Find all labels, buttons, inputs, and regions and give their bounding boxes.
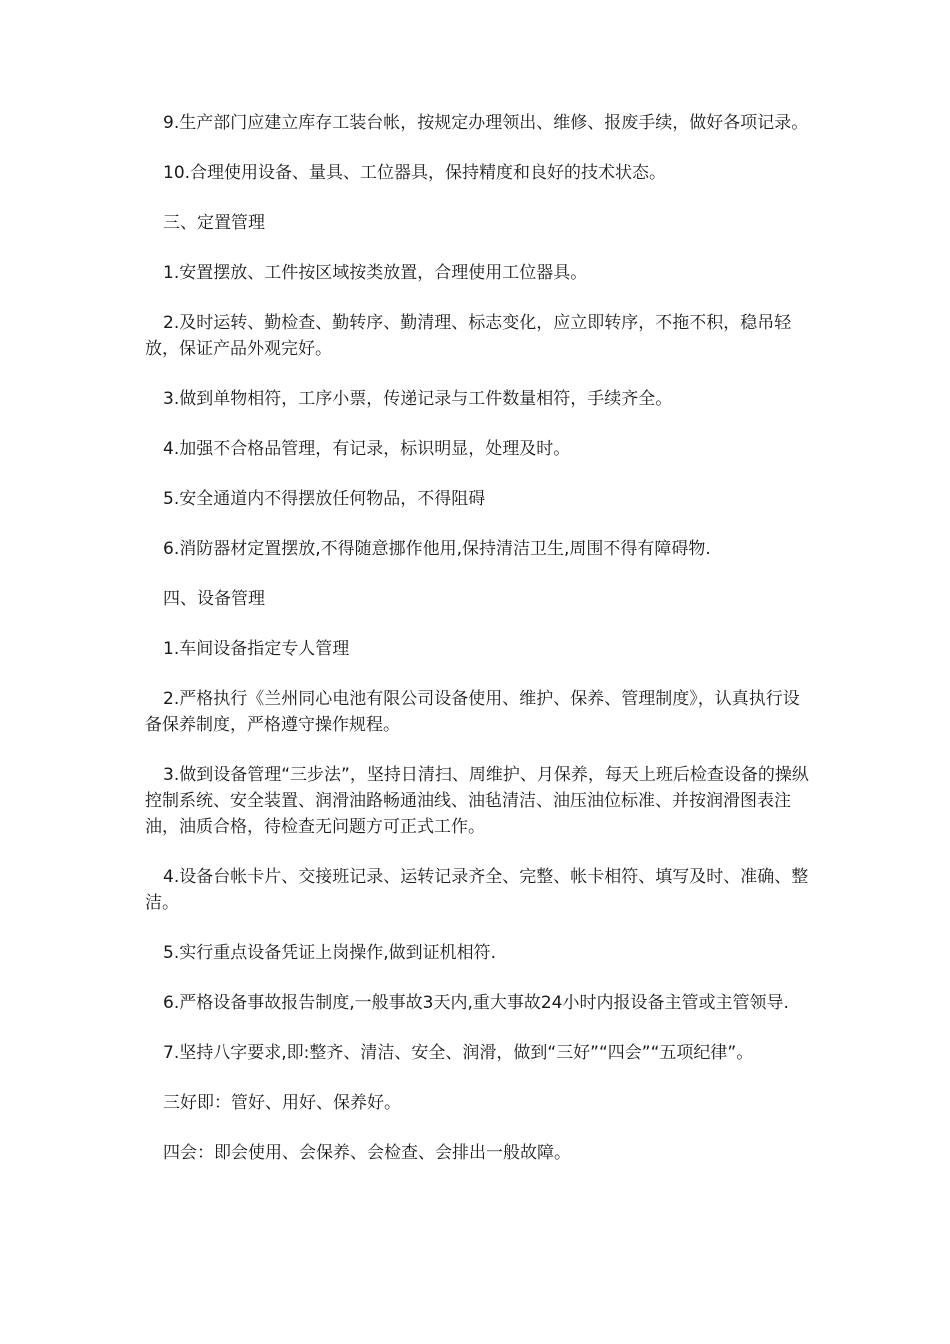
paragraph-four-skills: 四会：即会使用、会保养、会检查、会排出一般故障。 <box>163 1143 571 1163</box>
paragraph-placement-1: 1.安置摆放、工件按区域按类放置，合理使用工位器具。 <box>163 263 588 283</box>
paragraph-item-10: 10.合理使用设备、量具、工位器具，保持精度和良好的技术状态。 <box>163 163 667 183</box>
paragraph-placement-2: 2.及时运转、勤检查、勤转序、勤清理、标志变化，应立即转序，不拖不积，稳吊轻放，保证产品外观完好。 <box>145 313 792 359</box>
section-heading-placement: 三、定置管理 <box>163 213 265 233</box>
paragraph-equipment-3: 3.做到设备管理“三步法”，坚持日清扫、周维护、月保养，每天上班后检查设备的操纵控制系统、安全装置、润滑油路畅通油线、油毡清洁、油压油位标准、并按润滑图表注油，油质合格，待检查无问题方可正式工作。 <box>145 765 809 837</box>
paragraph-equipment-1: 1.车间设备指定专人管理 <box>163 639 350 659</box>
paragraph-item-9: 9.生产部门应建立库存工装台帐，按规定办理领出、维修、报废手续，做好各项记录。 <box>163 113 809 133</box>
paragraph-placement-3: 3.做到单物相符，工序小票，传递记录与工件数量相符，手续齐全。 <box>163 389 673 409</box>
section-heading-equipment: 四、设备管理 <box>163 589 265 609</box>
paragraph-equipment-4: 4.设备台帐卡片、交接班记录、运转记录齐全、完整、帐卡相符、填写及时、准确、整洁。 <box>145 867 809 913</box>
paragraph-placement-6: 6.消防器材定置摆放,不得随意挪作他用,保持清洁卫生,周围不得有障碍物. <box>163 539 711 559</box>
paragraph-three-goods: 三好即：管好、用好、保养好。 <box>163 1093 401 1113</box>
paragraph-equipment-7: 7.坚持八字要求,即:整齐、清洁、安全、润滑，做到“三好”“四会”“五项纪律”。 <box>163 1043 754 1063</box>
paragraph-equipment-2: 2.严格执行《兰州同心电池有限公司设备使用、维护、保养、管理制度》，认真执行设备保养制度，严格遵守操作规程。 <box>145 689 800 735</box>
paragraph-equipment-6: 6.严格设备事故报告制度,一般事故3天内,重大事故24小时内报设备主管或主管领导. <box>163 993 789 1013</box>
paragraph-placement-5: 5.安全通道内不得摆放任何物品，不得阻碍 <box>163 489 486 509</box>
paragraph-equipment-5: 5.实行重点设备凭证上岗操作,做到证机相符. <box>163 943 497 963</box>
paragraph-placement-4: 4.加强不合格品管理，有记录，标识明显，处理及时。 <box>163 439 571 459</box>
document-body <box>145 110 809 1190</box>
